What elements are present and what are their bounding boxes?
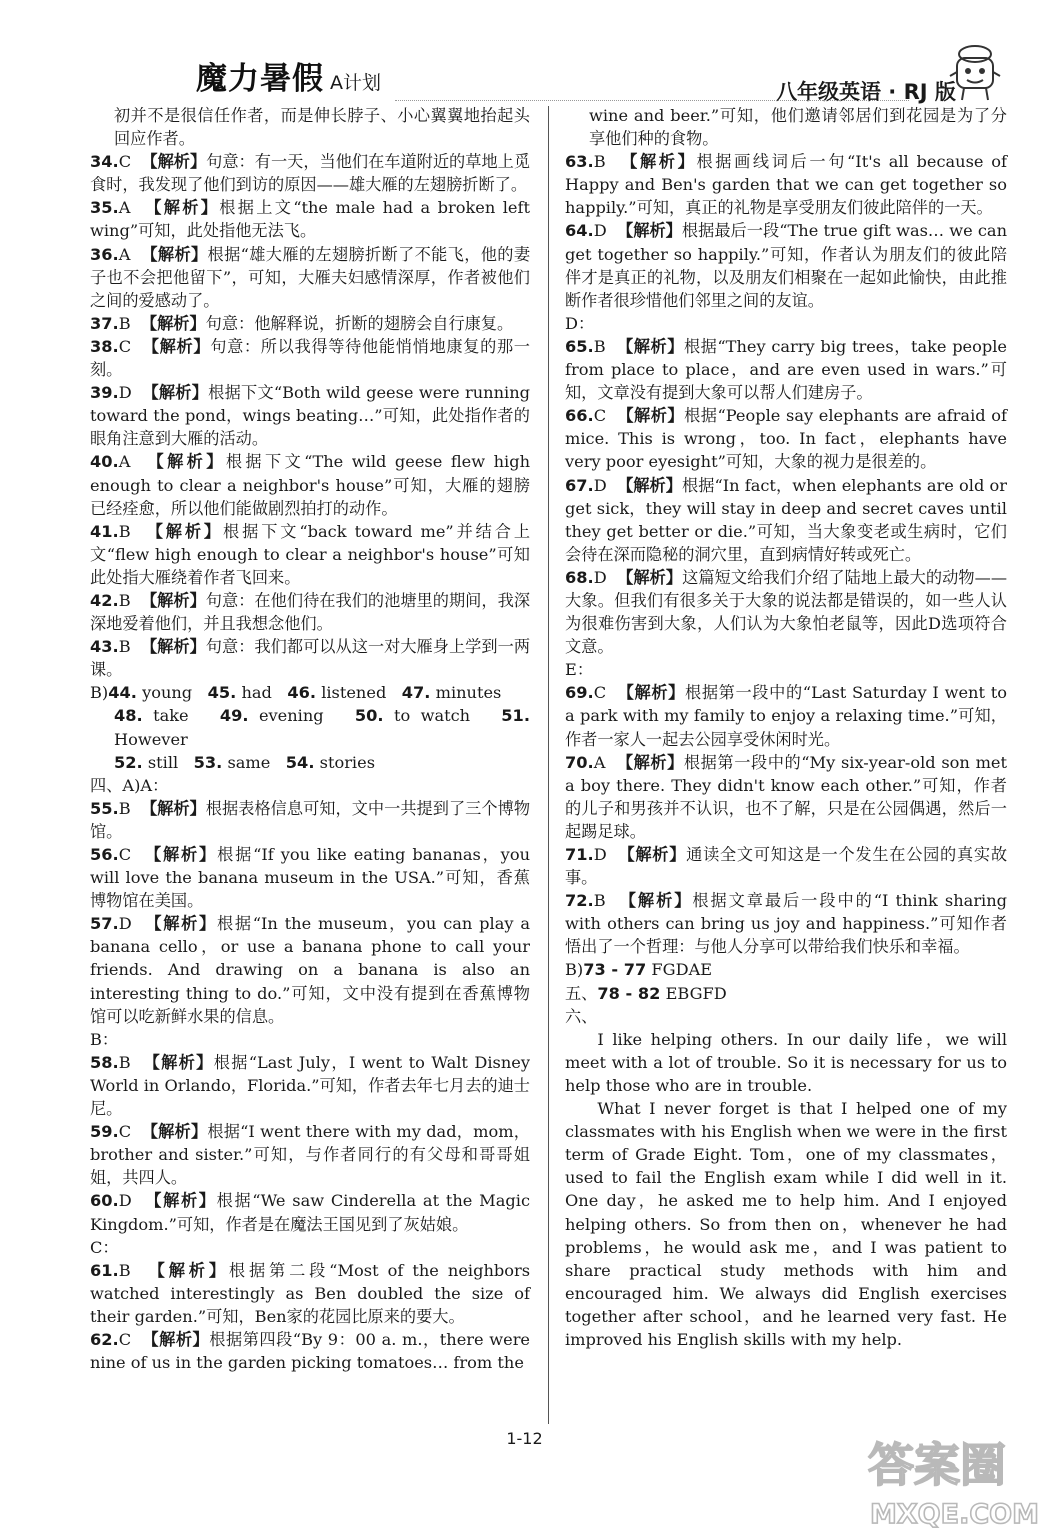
left-column (90, 104, 530, 1374)
page-number: 1-12 (506, 1429, 543, 1448)
answer-item: 66.C 【解析】根据“People say elephants are afraid of mice. This is wrong，too. In fact，elephants have very poor eyesight”可知，大象的视力是很差的。 (565, 406, 1007, 472)
fill-blank-answers: 48. take 49. evening 50. to watch 51. However (114, 706, 530, 749)
section-heading: C： (90, 1237, 119, 1257)
answer-item: 初并不是很信任作者，而是伸长脖子、小心翼翼地抬起头回应作者。 (114, 106, 530, 149)
answer-item: 59.C 【解析】根据“I went there with my dad，mom，brother and sister.”可知，与作者同行的有父母和哥哥姐姐，共四人。 (90, 1122, 530, 1188)
fill-blank-answers: 52. still 53. same 54. stories (114, 752, 376, 772)
answer-item: 60.D 【解析】根据“We saw Cinderella at the Magic Kingdom.”可知，作者是在魔法王国见到了灰姑娘。 (90, 1191, 531, 1234)
answer-item: 38.C 【解析】句意：所以我得等待他能悄悄地康复的那一刻。 (90, 336, 530, 380)
answer-item: 56.C 【解析】根据“If you like eating bananas，you will love the banana museum in the USA.”可知，香蕉博物馆在美国。 (90, 845, 530, 911)
section-heading: 六、 (565, 1006, 598, 1026)
answer-item: 41.B 【解析】根据下文“back toward me”并结合上文“flew high enough to clear a neighbor's house”可知此处指大雁绕着作者飞回来。 (90, 521, 531, 587)
answer-item: 71.D 【解析】通读全文可知这是一个发生在公园的真实故事。 (565, 845, 1008, 888)
answer-item: 68.D 【解析】这篇短文给我们介绍了陆地上最大的动物——大象。但我们有很多关于大象的说法都是错误的，如一些人认为很难伤害到大象，人们认为大象怕老鼠等，因此D选项符合文意。 (565, 567, 1008, 657)
answer-item: 57.D 【解析】根据“In the museum，you can play a banana cello，or use a banana phone to call your friends. And drawing on a banana is also an interesting thing to do.”可知，文中没有提到在香蕉博物馆可以吃新鲜水果的信息。 (90, 914, 531, 1026)
brand-subtitle: A计划 (330, 72, 381, 95)
answer-item: 72.B 【解析】根据文章最后一段中的“I think sharing with others can bring us joy and happiness.”可知作者悟出了一个哲理：与他人分享可以带给我们快乐和幸福。 (565, 891, 1008, 957)
essay-paragraph: I like helping others. In our daily life，we will meet with a lot of trouble. So it is necessary for us to help those who are in trouble. (565, 1029, 1007, 1095)
answer-item: 58.B 【解析】根据“Last July，I went to Walt Disney World in Orlando，Florida.”可知，作者去年七月去的迪士尼。 (90, 1052, 530, 1119)
brand-title: 魔力暑假 (196, 61, 324, 97)
section-heading: B： (90, 1029, 119, 1049)
answer-item: 36.A 【解析】根据“雄大雁的左翅膀折断了不能飞，他的妻子也不会把他留下”，可知，大雁夫妇感情深厚，作者被他们之间的爱感动了。 (90, 244, 531, 310)
section-heading: 五、78 - 82 EBGFD (565, 983, 727, 1003)
svg-text:答案圈: 答案圈 (868, 1438, 1006, 1492)
header-rule (395, 100, 909, 101)
right-column (565, 104, 1007, 1351)
answer-item: 62.C 【解析】根据第四段“By 9：00 a. m.，there were nine of us in the garden picking tomatoes… from the (90, 1329, 531, 1373)
answer-item: 34.C 【解析】句意：有一天，当他们在车道附近的草地上觅食时，我发现了他们到访的原因——雄大雁的左翅膀折断了。 (90, 152, 531, 195)
answer-item: 70.A 【解析】根据第一段中的“My six-year-old son met a boy there. They didn't know each other.”可知，作者的儿子和男孩并不认识，也不了解，只是在公园偶遇，然后一起踢足球。 (565, 752, 1008, 841)
svg-text:MXQE.COM: MXQE.COM (870, 1499, 1039, 1530)
answer-item: 37.B 【解析】句意：他解释说，折断的翅膀会自行康复。 (90, 313, 514, 333)
answer-item: 63.B 【解析】根据画线词后一句“It's all because of Happy and Ben's garden that we can get together so happily.”可知，真正的礼物是享受朋友们彼此陪伴的一天。 (565, 152, 1008, 218)
answer-item: 35.A 【解析】根据上文“the male had a broken left wing”可知，此处指他无法飞。 (90, 198, 531, 241)
brand-logo (196, 61, 381, 97)
mascot-icon (938, 40, 1012, 106)
answer-item: 39.D 【解析】根据下文“Both wild geese were running toward the pond，wings beating…”可知，此处指作者的眼角注意到大雁的活动。 (90, 383, 530, 449)
answer-item: 40.A 【解析】根据下文“The wild geese flew high enough to clear a neighbor's house”可知，大雁的翅膀已经痊愈，所以他们能做剧烈拍打的动作。 (90, 452, 531, 518)
answer-item: 42.B 【解析】句意：在他们待在我们的池塘里的期间，我深深地爱着他们，并且我想念他们。 (90, 590, 531, 634)
answer-item: 55.B 【解析】根据表格信息可知，文中一共提到了三个博物馆。 (90, 798, 531, 841)
page-header (0, 0, 1049, 108)
section-heading: D： (565, 313, 595, 333)
section-heading: 四、A)A： (90, 775, 169, 795)
fill-blank-answers: B)44. young 45. had 46. listened 47. minutes (90, 683, 502, 703)
answer-item: 65.B 【解析】根据“They carry big trees，take people from place to place，and are even used in wars.”可知，文章没有提到大象可以帮人们建房子。 (565, 336, 1007, 403)
section-heading: E： (565, 660, 594, 680)
watermark-logo (862, 1425, 1039, 1531)
answer-item: wine and beer.”可知，他们邀请邻居们到花园是为了分享他们种的食物。 (589, 106, 1007, 149)
answer-item: 69.C 【解析】根据第一段中的“Last Saturday I went to a park with my family to enjoy a relaxing time.”可知，作者一家人一起去公园享受休闲时光。 (565, 683, 1008, 749)
column-divider (548, 106, 549, 1424)
section-heading: B)73 - 77 FGDAE (565, 960, 713, 980)
essay-paragraph: What I never forget is that I helped one of my classmates with his English when we were in the first term of Grade Eight. Tom，one of my classmates，used to fail the English exam while I did well in it. One day，he asked me to help him. And I enjoyed helping others. So from then on，whenever he had problems，he would ask me，and I was patient to share practical study methods with him and encouraged him. We always did English exercises together after school，and he learned very fast. He improved his English skills with my help. (565, 1099, 1007, 1349)
answer-item: 43.B 【解析】句意：我们都可以从这一对大雁身上学到一两课。 (90, 637, 531, 680)
answer-item: 67.D 【解析】根据“In fact，when elephants are old or get sick，they will stay in deep and secret caves until they get better or die.”可知，当大象变老或生病时，它们会待在深而隐秘的洞穴里，直到病情好转或死亡。 (565, 475, 1008, 564)
answer-item: 64.D 【解析】根据最后一段“The true gift was… we can get together so happily.”可知，作者认为朋友们的彼此陪伴才是真正的礼物，以及朋友们相聚在一起如此愉快，由此推断作者很珍惜他们邻里之间的友谊。 (565, 221, 1008, 310)
answer-item: 61.B 【解析】根据第二段“Most of the neighbors watched interestingly as Ben doubled the size of their garden.”可知，Ben家的花园比原来的要大。 (90, 1260, 531, 1326)
grade-label: 八年级英语 · RJ 版 (776, 80, 956, 104)
